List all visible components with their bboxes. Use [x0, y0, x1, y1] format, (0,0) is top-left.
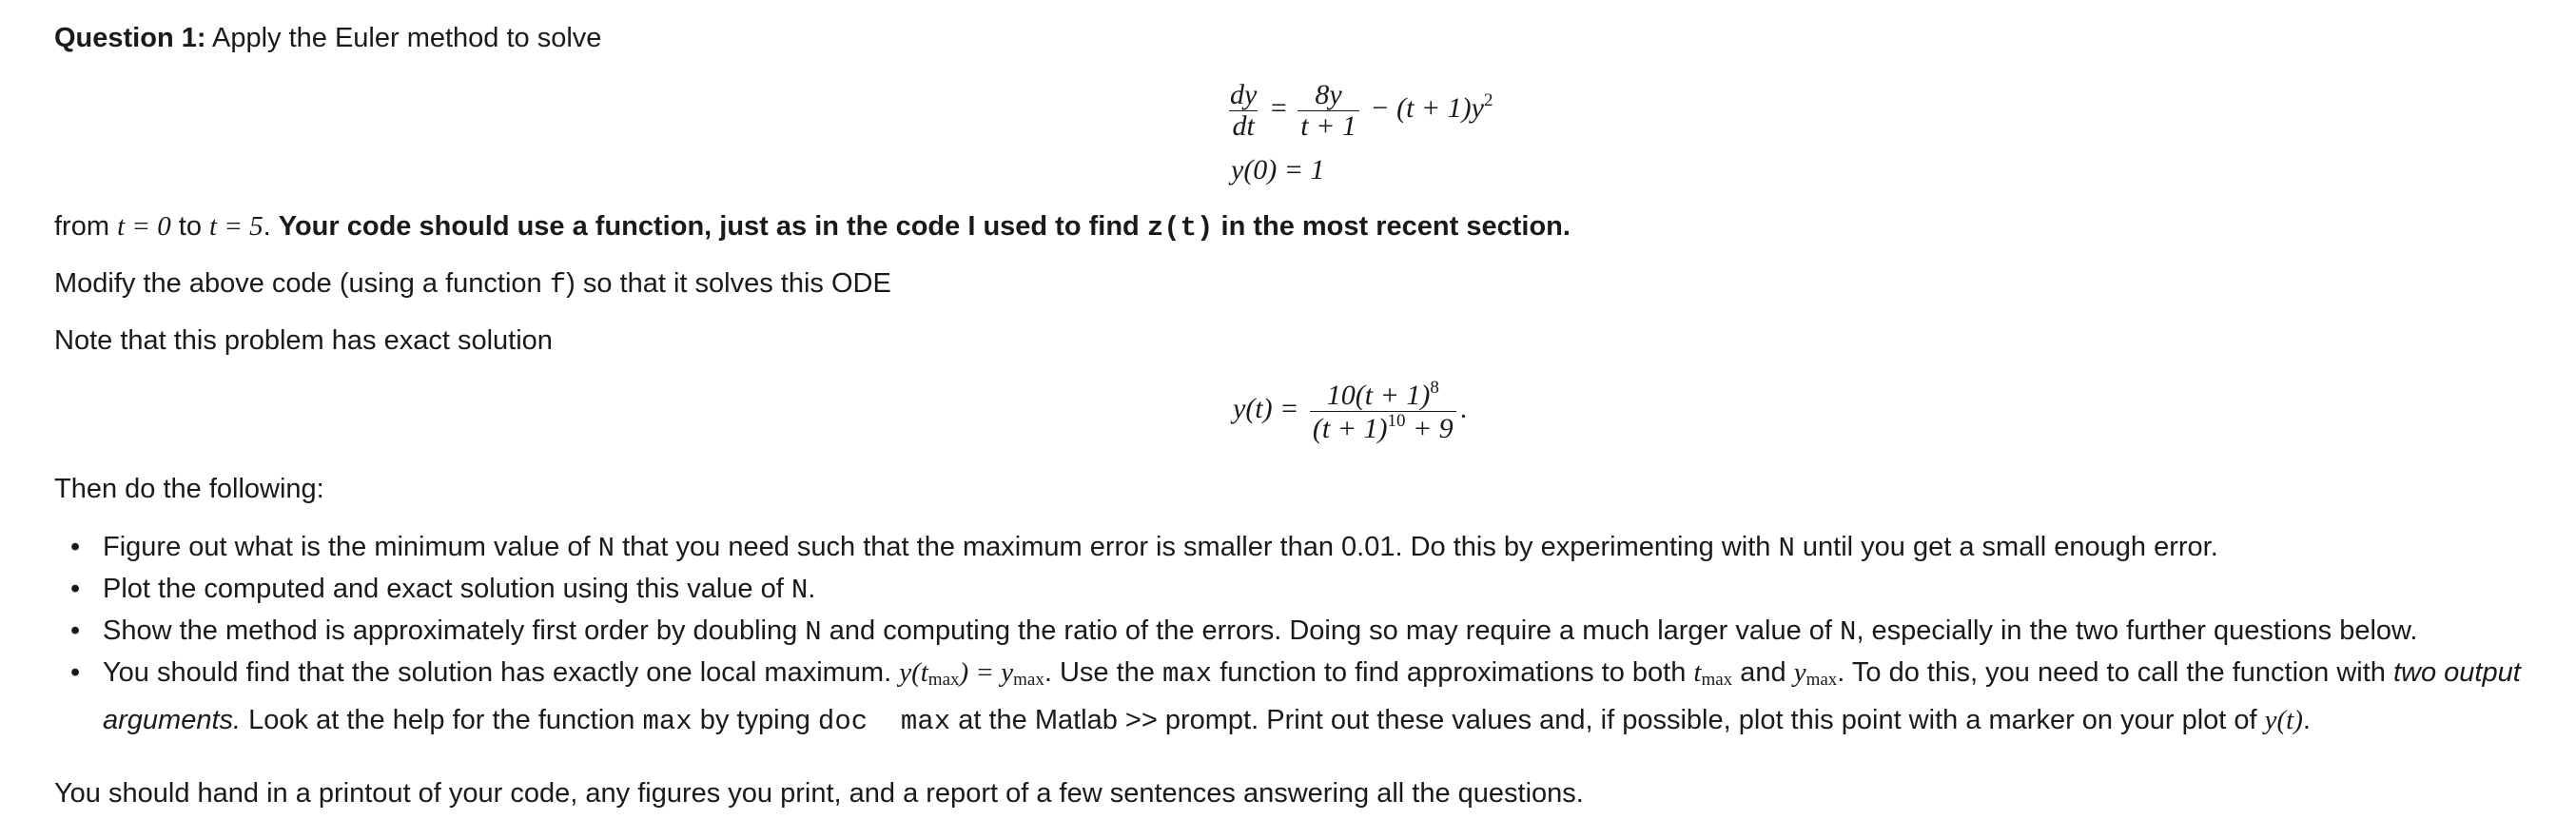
- exact-den-base: (t + 1): [1312, 412, 1388, 444]
- t4a: You should find that the solution has exactly one local maximum.: [103, 657, 892, 688]
- exact-den: [1310, 411, 1456, 444]
- exact-den-tail: + 9: [1405, 412, 1454, 444]
- t2-code-N: N: [790, 575, 809, 606]
- ode-rhs-exponent: 2: [1483, 89, 1493, 110]
- t2a: Plot the computed and exact solution using this value of: [103, 574, 784, 604]
- t3a: Show the method is approximately first order by doubling: [103, 615, 798, 646]
- t1b: that you need such that the maximum error is smaller than 0.01. Do this by experimenting with: [622, 532, 1771, 562]
- initial-condition: y(0) = 1: [1231, 154, 1325, 185]
- question-heading: [54, 23, 601, 54]
- exact-num-base: 10(t + 1): [1326, 380, 1431, 411]
- t4g: by typing: [699, 705, 810, 735]
- exact-fraction: [1310, 379, 1456, 443]
- t4-code-doc-max: doc max: [817, 706, 951, 737]
- t1-code-N2: N: [1778, 533, 1795, 564]
- ode-equals: =: [1270, 91, 1287, 124]
- note-line: Note that this problem has exact solution: [54, 325, 553, 356]
- t4i: .: [2302, 705, 2311, 735]
- ode-rhs-tail: − (t + 1)y: [1370, 91, 1484, 124]
- task-item-4: [103, 653, 2547, 742]
- t4-math-tmax: [1693, 657, 1732, 688]
- code-z-of-t: z(t): [1146, 212, 1214, 244]
- t4-m1b: ) = y: [959, 657, 1014, 688]
- ode-rhs-num: 8y: [1315, 79, 1342, 110]
- t4-m1-sub: max: [927, 670, 960, 690]
- exact-lhs: y(t) =: [1233, 392, 1299, 424]
- question-label: Question 1:: [54, 23, 206, 53]
- modify-text-a: Modify the above code (using a function: [54, 268, 542, 299]
- exact-num-exponent: 8: [1430, 378, 1439, 398]
- to-word: to: [178, 211, 202, 242]
- t4d: and: [1740, 657, 1786, 688]
- task-item-2: [103, 569, 2547, 611]
- modify-line: [54, 268, 891, 301]
- t4b: . Use the: [1044, 657, 1155, 688]
- ode-lhs-num: dy: [1230, 79, 1258, 110]
- t3-code-N2: N: [1840, 616, 1857, 648]
- ode-equation: [1223, 80, 1493, 141]
- from-word: from: [54, 211, 109, 242]
- task-item-3: [103, 611, 2547, 653]
- then-line: Then do the following:: [54, 474, 324, 504]
- t1-code-N: N: [597, 533, 615, 564]
- from-dot: .: [263, 211, 271, 242]
- t4-m3-sub: max: [1805, 670, 1838, 690]
- modify-text-b: ) so that it solves this ODE: [566, 268, 891, 299]
- exact-den-exponent: 10: [1387, 410, 1406, 431]
- task-list: [103, 527, 2547, 742]
- t4-math-yt: y(t): [2264, 705, 2303, 735]
- t4f: Look at the help for the function: [248, 705, 635, 735]
- t1a: Figure out what is the minimum value of: [103, 532, 591, 562]
- code-f: f: [549, 269, 567, 301]
- t4-math-ymax: [899, 657, 1044, 688]
- t4-math-ymax2: [1794, 657, 1838, 688]
- t3c: , especially in the two further questions below.: [1856, 615, 2418, 646]
- ode-lhs-fraction: [1227, 80, 1259, 141]
- t2b: .: [808, 574, 816, 604]
- exact-num: [1324, 379, 1442, 411]
- instruction-bold-2: in the most recent section.: [1220, 211, 1571, 242]
- t3-code-N: N: [805, 616, 822, 648]
- t4-m3: y: [1793, 657, 1806, 688]
- exact-end: .: [1459, 392, 1468, 424]
- t4-m1: y(t: [899, 657, 928, 688]
- ode-rhs-fraction: [1298, 80, 1359, 141]
- ode-lhs-den: dt: [1229, 110, 1257, 142]
- task-item-1: [103, 527, 2547, 569]
- t4e: . To do this, you need to call the function with: [1837, 657, 2386, 688]
- t4-code-max: max: [1161, 658, 1213, 690]
- ode-rhs-den: t + 1: [1298, 110, 1359, 142]
- instruction-bold-1: Your code should use a function, just as in the code I used to find: [278, 211, 1140, 242]
- t3b: and computing the ratio of the errors. Doing so may require a much larger value of: [829, 615, 1832, 646]
- t4-code-max2: max: [642, 706, 693, 737]
- question-text: Apply the Euler method to solve: [211, 23, 602, 53]
- t4-m2-sub: max: [1701, 670, 1733, 690]
- t1c: until you get a small enough error.: [1802, 532, 2218, 562]
- t4h: at the Matlab >> prompt. Print out these values and, if possible, plot this point with a marker on your plot of: [958, 705, 2257, 735]
- t-start: t = 0: [117, 211, 171, 242]
- t4-m2: t: [1693, 657, 1702, 688]
- t-end: t = 5: [209, 211, 263, 242]
- from-line: [54, 211, 1571, 244]
- exact-solution: [1233, 379, 1467, 443]
- t4c: function to find approximations to both: [1220, 657, 1687, 688]
- handin-line: You should hand in a printout of your code, any figures you print, and a report of a few sentences answering all the questions.: [54, 778, 1584, 809]
- t4-italic: two output arguments.: [103, 657, 2521, 735]
- t4-m1-sub2: max: [1013, 670, 1044, 690]
